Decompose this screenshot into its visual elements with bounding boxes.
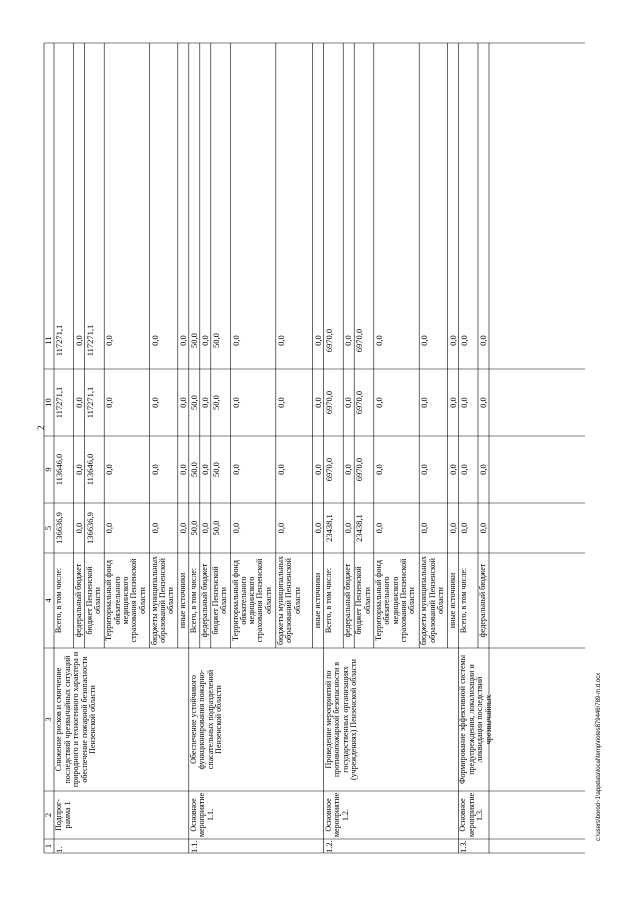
funding-value: 0,0	[447, 335, 458, 346]
funding-value: 0,0	[447, 522, 458, 534]
funding-source-label: бюджеты муниципальных образований Пензенской области	[149, 556, 176, 645]
funding-value: 0,0	[374, 464, 384, 475]
funding-value: 0,0	[178, 522, 188, 534]
funding-source-label: Всего, в том числе:	[323, 567, 333, 634]
funding-value: 0,0	[374, 522, 384, 534]
section-name: Проведение мероприятий по противопожарной безопасности в государственных организациях (учреждениях) Пензенской области	[323, 659, 359, 780]
file-path-footer: c:\users\borod~1\appdata\local\temp\notes879446\789-m.d.ocx	[596, 672, 602, 841]
funding-value: 0,0	[419, 522, 430, 534]
funding-value: 0,0	[178, 464, 188, 475]
funding-value: 117271,1	[84, 324, 95, 357]
page-number: 2	[36, 425, 46, 430]
col-header-4: 4	[43, 598, 53, 603]
funding-source-label: Территориальный фонд обязательного медицинского страхования Пензенской области	[104, 558, 147, 643]
funding-value: 50,0	[211, 520, 221, 536]
section-number: 1.3.	[458, 840, 469, 853]
section-name: Снижение рисков и смягчение последствий чрезвычайных ситуаций природного и техногенного характера и обеспечение пожарной безопасности Пензенской области	[54, 651, 97, 788]
funding-value: 6970,0	[354, 457, 365, 482]
funding-value: 0,0	[230, 397, 241, 408]
funding-value: 0,0	[149, 335, 160, 346]
col-header-5: 5	[43, 525, 53, 531]
section-type: Основное мероприятие 1.1.	[188, 792, 215, 837]
funding-value: 50,0	[211, 395, 221, 410]
funding-source-label: иные источники	[312, 572, 322, 629]
funding-value: 0,0	[200, 335, 210, 346]
funding-value: 117271,1	[54, 386, 65, 419]
col-header-6: 9	[43, 467, 53, 472]
funding-value: 0,0	[149, 464, 160, 475]
funding-value: 0,0	[276, 397, 286, 408]
funding-value: 136636,9	[84, 512, 95, 544]
funding-value: 0,0	[178, 397, 188, 408]
funding-value: 0,0	[343, 397, 354, 408]
funding-value: 0,0	[343, 335, 354, 346]
funding-value: 0,0	[458, 522, 469, 534]
funding-value: 0,0	[447, 464, 458, 475]
funding-source-label: бюджеты муниципальных образований Пензенской области	[419, 556, 445, 645]
funding-value: 6970,0	[354, 390, 365, 415]
funding-source-label: Всего, в том числе:	[54, 567, 64, 634]
section-type: Основное мероприятие 1.2.	[323, 792, 350, 837]
funding-value: 0,0	[104, 397, 115, 408]
funding-source-label: федеральный бюджет	[478, 563, 488, 638]
funding-value: 113646,0	[54, 453, 65, 486]
funding-source-label: бюджет Пензенской области	[354, 566, 372, 635]
funding-value: 0,0	[374, 335, 384, 346]
funding-value: 0,0	[312, 335, 323, 346]
funding-value: 0,0	[73, 335, 84, 346]
funding-value: 117271,1	[54, 324, 65, 357]
funding-value: 0,0	[374, 397, 384, 408]
section-number: 1.2.	[323, 840, 334, 853]
col-header-7: 10	[43, 398, 53, 407]
funding-value: 0,0	[178, 335, 188, 346]
funding-value: 0,0	[104, 522, 115, 534]
funding-value: 0,0	[312, 397, 323, 408]
funding-source-label: федеральный бюджет	[200, 563, 209, 638]
funding-value: 0,0	[73, 397, 84, 408]
funding-value: 0,0	[276, 335, 286, 346]
funding-value: 6970,0	[323, 328, 334, 353]
col-header-2: 2	[43, 812, 53, 818]
funding-source-label: иные источники	[447, 572, 457, 629]
funding-value: 0,0	[447, 397, 458, 408]
funding-source-label: бюджет Пензенской области	[211, 566, 229, 635]
funding-value: 0,0	[149, 522, 160, 534]
funding-value: 0,0	[230, 464, 241, 475]
funding-source-label: федеральный бюджет	[343, 563, 353, 638]
section-name: Обеспечение устойчивого функционирования пожарно-спасательных подразделений Пензенской области	[188, 669, 224, 770]
funding-value: 23438,1	[354, 514, 365, 542]
funding-source-label: федеральный бюджет	[73, 563, 83, 638]
funding-value: 50,0	[211, 462, 221, 477]
funding-value: 0,0	[419, 335, 430, 346]
funding-value: 6970,0	[323, 390, 334, 415]
funding-source-label: Всего, в том числе:	[458, 567, 468, 634]
funding-source-label: иные источники	[178, 572, 187, 629]
funding-value: 0,0	[478, 335, 489, 346]
funding-value: 0,0	[276, 522, 286, 534]
funding-source-label: Территориальный фонд обязательного медицинского страхования Пензенской области	[374, 558, 417, 643]
funding-value: 113646,0	[84, 453, 95, 486]
funding-value: 0,0	[478, 397, 489, 408]
funding-value: 0,0	[478, 464, 489, 475]
funding-value: 0,0	[200, 464, 210, 475]
funding-value: 6970,0	[323, 457, 334, 482]
col-header-1: 1	[43, 843, 53, 849]
funding-value: 50,0	[189, 395, 199, 410]
funding-source-label: Территориальный фонд обязательного медицинского страхования Пензенской области	[230, 558, 273, 643]
funding-value: 0,0	[276, 464, 286, 475]
funding-value: 6970,0	[354, 328, 365, 353]
funding-value: 0,0	[200, 522, 210, 534]
section-number: 1.	[54, 846, 64, 853]
funding-value: 117271,1	[84, 386, 95, 419]
funding-value: 50,0	[211, 333, 221, 348]
funding-source-label: бюджет Пензенской области	[84, 566, 103, 635]
funding-value: 50,0	[189, 333, 199, 348]
funding-value: 50,0	[189, 462, 199, 477]
section-type: Основное мероприятие 1.3.	[458, 792, 485, 837]
funding-source-label: Всего, в том числе:	[189, 567, 198, 634]
funding-value: 0,0	[458, 464, 469, 475]
funding-value: 0,0	[73, 464, 84, 475]
funding-value: 0,0	[312, 522, 323, 534]
funding-value: 0,0	[419, 464, 430, 475]
funding-value: 0,0	[343, 464, 354, 475]
funding-value: 0,0	[312, 464, 323, 475]
funding-value: 0,0	[104, 335, 115, 346]
funding-value: 23438,1	[323, 514, 334, 542]
funding-value: 0,0	[419, 397, 430, 408]
budget-table	[44, 43, 585, 853]
funding-value: 0,0	[230, 335, 241, 346]
funding-value: 0,0	[104, 464, 115, 475]
col-header-3: 3	[43, 717, 53, 722]
section-type: Подпрог-рамма 1	[54, 799, 72, 831]
funding-source-label: бюджеты муниципальных образований Пензенской области	[276, 556, 302, 645]
funding-value: 0,0	[478, 522, 489, 534]
col-header-8: 11	[43, 336, 53, 345]
funding-value: 0,0	[343, 522, 354, 534]
section-number: 1.1.	[188, 840, 199, 853]
funding-value: 50,0	[189, 520, 199, 536]
funding-value: 0,0	[73, 522, 84, 534]
funding-value: 0,0	[458, 397, 469, 408]
funding-value: 0,0	[230, 522, 241, 534]
section-name: Формирование эффективной системы предупреждения, локализации и ликвидации последствий чрезвычайных	[458, 655, 493, 784]
funding-value: 136636,9	[54, 512, 65, 544]
funding-value: 0,0	[458, 335, 469, 346]
funding-value: 0,0	[200, 397, 210, 408]
funding-value: 0,0	[149, 397, 160, 408]
